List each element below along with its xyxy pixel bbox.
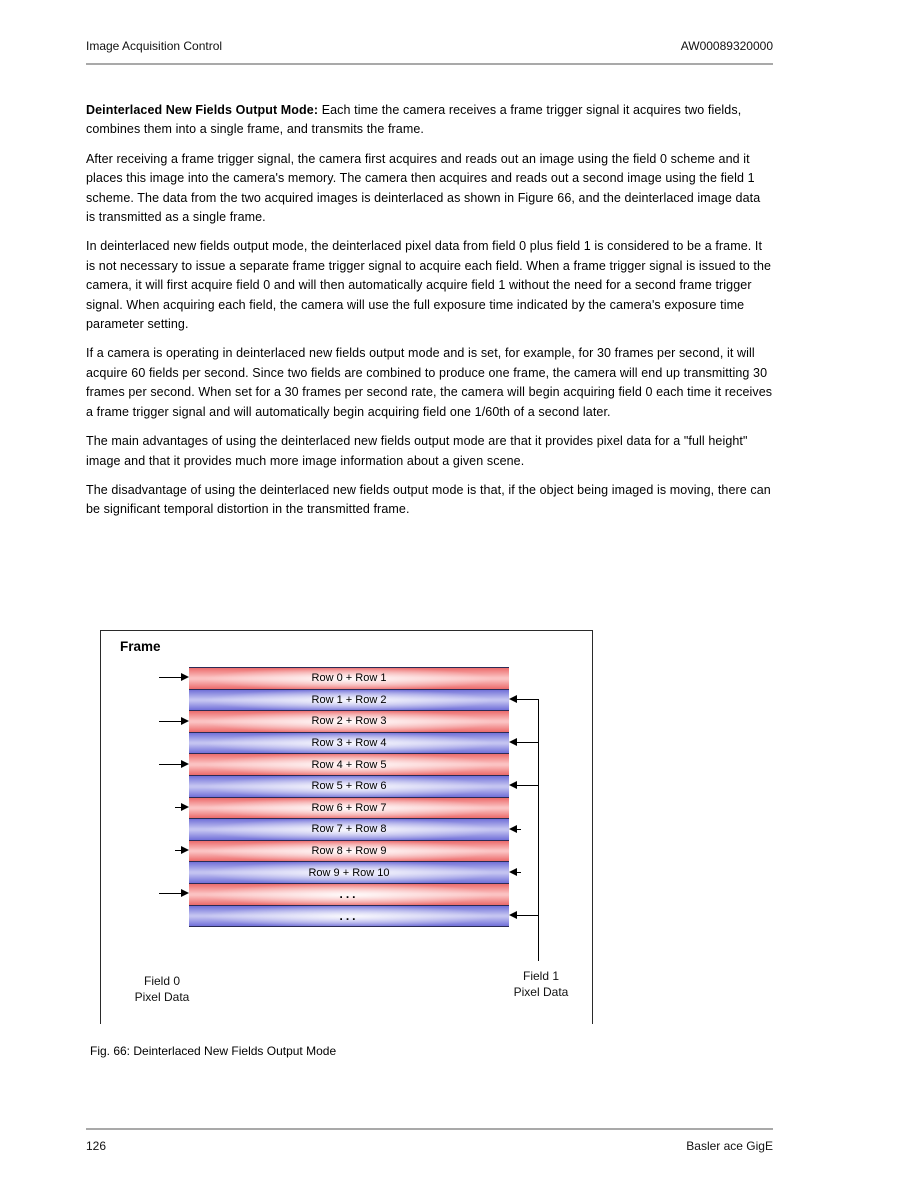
field1-arrow-icon [509,825,521,834]
field1-arrow-icon [509,911,538,920]
paragraph: The main advantages of using the deinterlaced new fields output mode are that it provides pixel data for a "full height" image and that it provides much more image information about a given scene. [86,434,748,468]
interlaced-rows [189,667,509,927]
figure-frame-box [100,630,593,1024]
row-bar-label: Row 9 + Row 10 [308,866,390,879]
field1-label: Field 1 Pixel Data [513,969,569,999]
paragraph: After receiving a frame trigger signal, the camera first acquires and reads out an image using the field 0 scheme and it places this image into the camera's memory. The camera then acquires and reads out a second image using the field 1 scheme. The data from the two acquired images is deinterlaced as shown in Figure 66, and the deinterlaced image data is transmitted as a single frame. [86,151,761,225]
header-rule [86,63,773,65]
row-bar-label: Row 1 + Row 2 [311,693,387,706]
row-bar-label: Row 2 + Row 3 [311,715,387,728]
row-bar-label: Row 3 + Row 4 [311,737,387,750]
field0-arrow-icon [159,673,189,682]
row-bar-label: ... [339,908,359,923]
row-bar-field0 [189,711,509,733]
row-bar-label: Row 8 + Row 9 [311,845,387,858]
field0-arrow-icon [175,803,189,812]
paragraph-lead: Deinterlaced New Fields Output Mode: [86,103,319,117]
field1-arrow-icon [509,868,521,877]
row-bar-label: Row 6 + Row 7 [311,801,387,814]
row-bar-field1 [189,776,509,798]
field1-arrow-icon [509,781,538,790]
row-bar-field1 [189,733,509,755]
paragraph: If a camera is operating in deinterlaced new fields output mode and is set, for example, for 30 frames per second, it will acquire 60 fields per second. Since two fields are combined to produce one frame, the camera will end up transmitting 30 frames per second. When set for a 30 frames per second rate, the camera will begin acquiring field 0 each time it receives a frame trigger signal and will automatically begin acquiring field one 1/60th of a second later. [86,346,773,419]
row-bar-field0-ellipsis [189,884,509,906]
header-doc-number: AW00089320000 [680,39,773,53]
paragraph: Deinterlaced New Fields Output Mode: Each time the camera receives a frame trigger signal it acquires two fields, combines them into a single frame, and transmits the frame. [86,103,742,137]
row-bar-label: ... [339,887,359,902]
row-bar-label: Row 5 + Row 6 [311,780,387,793]
row-bar-field0 [189,841,509,863]
field1-arrow-icon [509,695,538,704]
row-bar-field0 [189,798,509,820]
field0-arrow-icon [175,846,189,855]
row-bar-field0 [189,754,509,776]
frame-label: Frame [120,639,161,654]
row-bar-label: Row 7 + Row 8 [311,823,387,836]
paragraph: In deinterlaced new fields output mode, the deinterlaced pixel data from field 0 plus field 1 is considered to be a frame. It is not necessary to issue a separate frame trigger signal to acquire each field. When a frame trigger signal is issued to the camera, it will first acquire field 0 and will then automatically acquire field 1 without the need for a second frame trigger signal. When acquiring each field, the camera will use the full exposure time indicated by the camera's exposure time parameter setting. [86,239,772,332]
footer-rule [86,1128,773,1130]
footer-product-name: Basler ace GigE [686,1139,773,1153]
page-footer [86,1139,773,1153]
row-bar-field0 [189,668,509,690]
field0-label: Field 0 Pixel Data [134,974,190,1004]
field0-arrow-icon [159,889,189,898]
figure-caption: Fig. 66: Deinterlaced New Fields Output Mode [90,1044,337,1058]
row-bar-label: Row 0 + Row 1 [311,672,387,685]
field0-arrow-icon [159,760,189,769]
row-bar-field1-ellipsis [189,906,509,928]
row-bar-label: Row 4 + Row 5 [311,758,387,771]
row-bar-field1 [189,690,509,712]
field1-connector-line [538,699,539,961]
row-bar-field1 [189,862,509,884]
header-section-title: Image Acquisition Control [86,39,223,53]
footer-page-number: 126 [86,1139,107,1153]
field1-arrow-icon [509,738,538,747]
field0-arrow-icon [159,717,189,726]
row-bar-field1 [189,819,509,841]
page-header [86,39,773,53]
body-text [86,101,773,530]
paragraph: The disadvantage of using the deinterlaced new fields output mode is that, if the object being imaged is moving, there can be significant temporal distortion in the transmitted frame. [86,482,771,517]
